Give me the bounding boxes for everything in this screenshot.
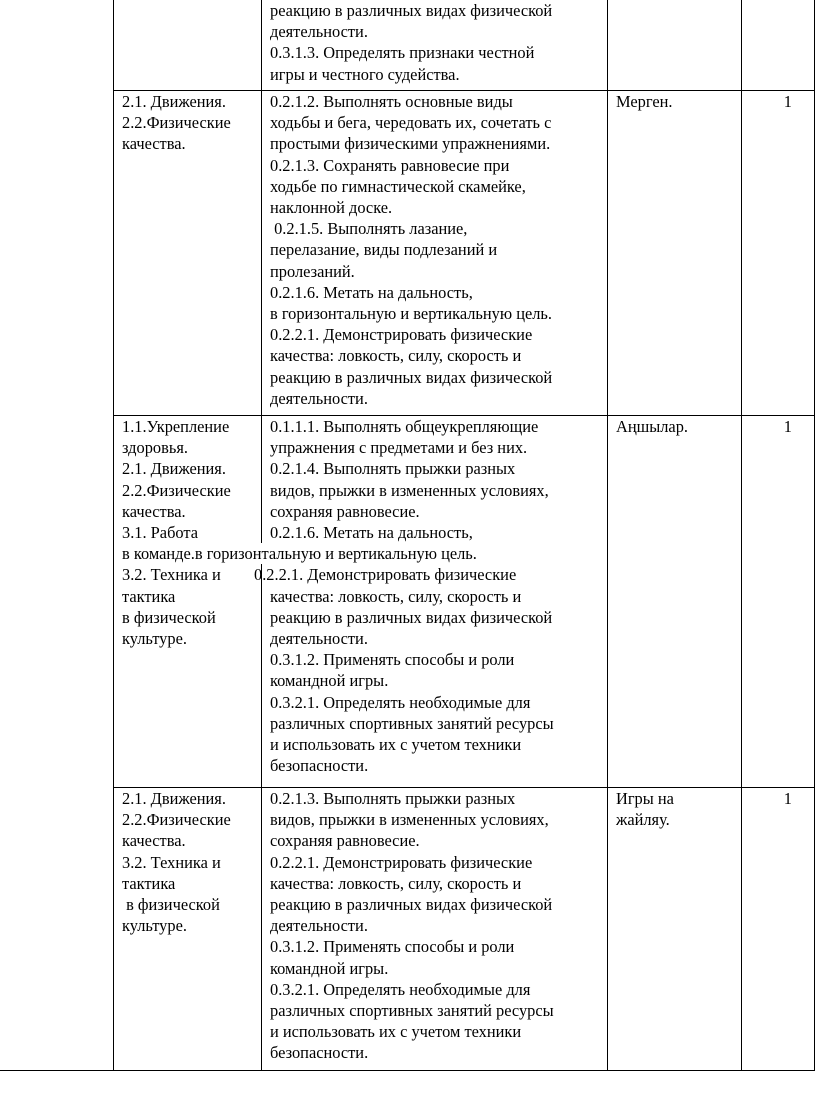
- topic-line: Игры на: [616, 789, 674, 808]
- section-line: качества.: [122, 501, 186, 521]
- goal-line: и использовать их с учетом техники: [270, 735, 522, 755]
- section-line: 2.1. Движения.: [122, 789, 226, 808]
- row-1-goals: [270, 91, 552, 409]
- topic-line: Мерген.: [616, 92, 673, 111]
- goal-line: игры и честного судейства.: [270, 64, 460, 84]
- goal-line: 0.2.1.3. Выполнять прыжки разных: [270, 789, 516, 808]
- section-line: 3.2. Техника и: [122, 565, 221, 585]
- goal-line: 0.2.1.2. Выполнять основные виды: [270, 92, 513, 111]
- goal-line: 0.3.1.2. Применять способы и роли: [270, 937, 515, 957]
- topic-line: жайляу.: [616, 810, 670, 830]
- row-2-overflow-line: в команде.в горизонтальную и вертикальную цель.: [122, 544, 477, 564]
- goal-line: 0.3.2.1. Определять необходимые для: [270, 692, 531, 712]
- table-border-left: [113, 0, 114, 1071]
- goal-line: 0.1.1.1. Выполнять общеукрепляющие: [270, 417, 539, 436]
- goal-line: реакцию в различных видах физической: [270, 895, 553, 915]
- row-3-sections: [122, 788, 231, 936]
- goal-line: наклонной доске.: [270, 198, 393, 218]
- row-3-topic: [616, 788, 674, 830]
- table-border-col3: [607, 0, 608, 1071]
- section-line: 2.1. Движения.: [122, 459, 226, 479]
- goal-line: реакцию в различных видах физической: [270, 607, 553, 627]
- section-line: 1.1.Укрепление: [122, 417, 230, 436]
- section-line: в физической: [122, 895, 220, 915]
- section-line: культуре.: [122, 629, 187, 649]
- goal-line: реакцию в различных видах физической: [270, 1, 553, 20]
- section-line: 2.2.Физические: [122, 113, 231, 133]
- goal-line: безопасности.: [270, 1043, 369, 1063]
- row-2-topic: [616, 416, 688, 437]
- goal-line: деятельности.: [270, 22, 368, 42]
- goal-line: сохраняя равновесие.: [270, 831, 420, 851]
- goal-line: различных спортивных занятий ресурсы: [270, 1001, 554, 1021]
- goal-line: сохраняя равновесие.: [270, 501, 420, 521]
- goal-line: безопасности.: [270, 756, 369, 776]
- goal-line: деятельности.: [270, 916, 368, 936]
- goal-line: упражнения с предметами и без них.: [270, 438, 528, 458]
- row-3-hours: 1: [783, 789, 792, 808]
- row-1-hours: 1: [783, 92, 792, 111]
- table-border-bottom: [0, 1070, 815, 1071]
- section-line: 3.2. Техника и: [122, 852, 221, 872]
- section-line: 2.1. Движения.: [122, 92, 226, 111]
- goal-line: 0.2.2.1. Демонстрировать физические: [254, 565, 517, 585]
- goal-line: 0.2.2.1. Демонстрировать физические: [270, 852, 533, 872]
- goal-line: реакцию в различных видах физической: [270, 367, 553, 387]
- table-border-right: [814, 0, 815, 1071]
- section-line: 2.2.Физические: [122, 810, 231, 830]
- row-2-goals: [254, 416, 554, 776]
- goal-line: деятельности.: [270, 388, 368, 408]
- row-2-sections: [122, 416, 231, 649]
- goal-line: командной игры.: [270, 958, 389, 978]
- goal-line: деятельности.: [270, 629, 368, 649]
- goal-line: 0.2.1.6. Метать на дальность,: [270, 282, 473, 302]
- goal-line: 0.2.1.6. Метать на дальность,: [270, 523, 473, 543]
- goal-line: пролезаний.: [270, 261, 355, 281]
- goal-line: 0.2.1.3. Сохранять равновесие при: [270, 155, 510, 175]
- section-line: качества.: [122, 134, 186, 154]
- table-border-col4: [741, 0, 742, 1071]
- goal-line: 0.2.2.1. Демонстрировать физические: [270, 325, 533, 345]
- goal-line: 0.3.1.2. Применять способы и роли: [270, 650, 515, 670]
- section-line: тактика: [122, 873, 176, 893]
- goal-line: качества: ловкость, силу, скорость и: [270, 346, 522, 366]
- section-line: 3.1. Работа: [122, 523, 199, 543]
- goal-line: ходьбе по гимнастической скамейке,: [270, 176, 526, 196]
- goal-line: перелазание, виды подлезаний и: [270, 240, 498, 260]
- goal-line: 0.2.1.5. Выполнять лазание,: [270, 219, 468, 239]
- goal-line: командной игры.: [270, 671, 389, 691]
- topic-line: Аңшылар.: [616, 417, 688, 436]
- goal-line: 0.3.1.3. Определять признаки честной: [270, 43, 535, 63]
- section-line: культуре.: [122, 916, 187, 936]
- row-3-goals: [270, 788, 554, 1064]
- goal-line: видов, прыжки в измененных условиях,: [270, 480, 549, 500]
- goal-line: простыми физическими упражнениями.: [270, 134, 551, 154]
- row-1-sections: [122, 91, 231, 155]
- section-line: тактика: [122, 586, 176, 606]
- table-border-col2: [261, 0, 262, 1071]
- goal-line: и использовать их с учетом техники: [270, 1022, 522, 1042]
- goal-line: качества: ловкость, силу, скорость и: [270, 873, 522, 893]
- goal-line: 0.2.1.4. Выполнять прыжки разных: [270, 459, 516, 479]
- section-line: здоровья.: [122, 438, 188, 458]
- row-2-hours: 1: [783, 417, 792, 436]
- goal-line: ходьбы и бега, чередовать их, сочетать с: [270, 113, 552, 133]
- goal-line: видов, прыжки в измененных условиях,: [270, 810, 549, 830]
- goal-line: качества: ловкость, силу, скорость и: [270, 586, 522, 606]
- section-line: качества.: [122, 831, 186, 851]
- section-line: 2.2.Физические: [122, 480, 231, 500]
- goal-line: различных спортивных занятий ресурсы: [270, 713, 554, 733]
- row-1-topic: [616, 91, 672, 112]
- row-0-goals: [270, 0, 552, 85]
- section-line: в физической: [122, 607, 216, 627]
- goal-line: 0.3.2.1. Определять необходимые для: [270, 979, 531, 999]
- goal-line: в горизонтальную и вертикальную цель.: [270, 304, 553, 324]
